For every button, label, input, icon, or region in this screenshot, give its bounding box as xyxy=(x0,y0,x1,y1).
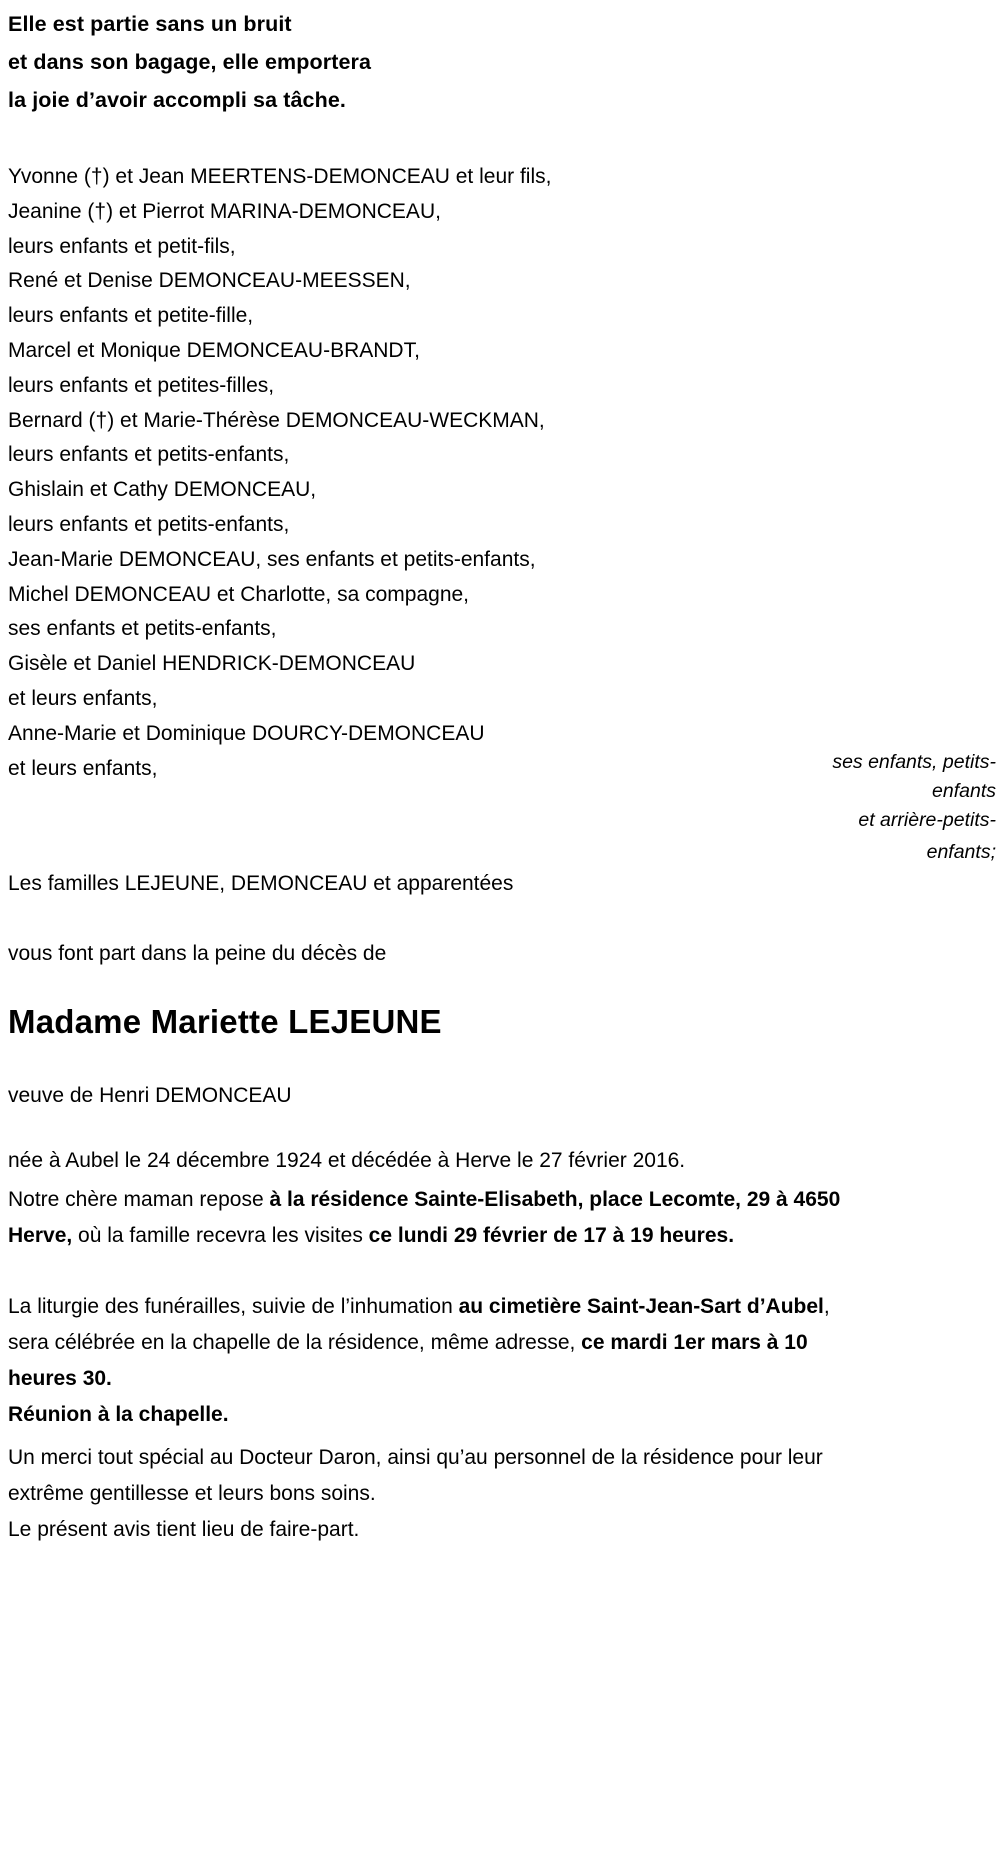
verse-line-3: la joie d’avoir accompli sa tâche. xyxy=(8,88,346,112)
caption-line-4: enfants; xyxy=(926,841,996,863)
opening-verse xyxy=(8,5,908,119)
notice-line: Le présent avis tient lieu de faire-part. xyxy=(8,1518,360,1541)
family-line: Ghislain et Cathy DEMONCEAU, xyxy=(8,478,317,502)
announcement-line: vous font part dans la peine du décès de xyxy=(8,942,387,965)
family-line: Gisèle et Daniel HENDRICK-DEMONCEAU xyxy=(8,652,416,676)
family-line: Jeanine (†) et Pierrot MARINA-DEMONCEAU, xyxy=(8,199,441,223)
family-line: et leurs enfants, xyxy=(8,756,158,780)
deceased-name: Madame Mariette LEJEUNE xyxy=(8,1003,442,1040)
family-line: Anne-Marie et Dominique DOURCY-DEMONCEAU xyxy=(8,721,485,745)
repose-text-1: Notre chère maman repose xyxy=(8,1188,270,1211)
birth-death-line: née à Aubel le 24 décembre 1924 et décédée à Herve le 27 février 2016. xyxy=(8,1149,686,1172)
repose-address: à la résidence Sainte-Elisabeth, place Lecomte, 29 à 4650 Herve, xyxy=(8,1188,841,1247)
family-line: leurs enfants et petits-enfants, xyxy=(8,512,290,536)
widow-of-line: veuve de Henri DEMONCEAU xyxy=(8,1084,292,1107)
caption-line-1: ses enfants, petits- xyxy=(832,751,996,773)
liturgy-cemetery: au cimetière Saint-Jean-Sart d’Aubel xyxy=(458,1295,824,1318)
family-line: René et Denise DEMONCEAU-MEESSEN, xyxy=(8,269,411,293)
related-families-line: Les familles LEJEUNE, DEMONCEAU et apparentées xyxy=(8,872,514,895)
liturgy-paragraph xyxy=(8,1289,860,1397)
family-line: leurs enfants et petites-filles, xyxy=(8,373,275,397)
family-line: et leurs enfants, xyxy=(8,686,158,710)
relation-caption xyxy=(576,748,996,867)
family-line: leurs enfants et petite-fille, xyxy=(8,304,254,328)
thanks-paragraph: Un merci tout spécial au Docteur Daron, ainsi qu’au personnel de la résidence pour leur extrême gentillesse et leurs bons soins. xyxy=(8,1446,823,1505)
liturgy-datetime: ce mardi 1er mars à 10 heures 30. xyxy=(8,1331,808,1390)
family-line: Jean-Marie DEMONCEAU, ses enfants et petits-enfants, xyxy=(8,547,536,571)
family-line: leurs enfants et petits-enfants, xyxy=(8,443,290,467)
liturgy-text-1: La liturgie des funérailles, suivie de l’inhumation xyxy=(8,1295,459,1318)
family-list xyxy=(8,160,938,786)
family-line: Marcel et Monique DEMONCEAU-BRANDT, xyxy=(8,338,420,362)
repose-text-2: où la famille recevra les visites xyxy=(72,1224,369,1247)
caption-line-3: et arrière-petits- xyxy=(858,809,996,831)
liturgy-text-2: , sera célébrée en la chapelle de la résidence, même adresse, xyxy=(8,1295,830,1354)
family-line: leurs enfants et petit-fils, xyxy=(8,234,236,258)
verse-line-2: et dans son bagage, elle emportera xyxy=(8,50,372,74)
caption-line-2: enfants xyxy=(932,780,996,802)
reunion-line: Réunion à la chapelle. xyxy=(8,1403,229,1426)
verse-line-1: Elle est partie sans un bruit xyxy=(8,12,292,36)
repose-visiting-hours: ce lundi 29 février de 17 à 19 heures. xyxy=(368,1224,735,1247)
family-line: Yvonne (†) et Jean MEERTENS-DEMONCEAU et leur fils, xyxy=(8,165,552,188)
repose-paragraph xyxy=(8,1182,860,1254)
family-line: Bernard (†) et Marie-Thérèse DEMONCEAU-WECKMAN, xyxy=(8,408,545,432)
family-line: Michel DEMONCEAU et Charlotte, sa compagne, xyxy=(8,582,470,606)
family-line: ses enfants et petits-enfants, xyxy=(8,617,277,641)
